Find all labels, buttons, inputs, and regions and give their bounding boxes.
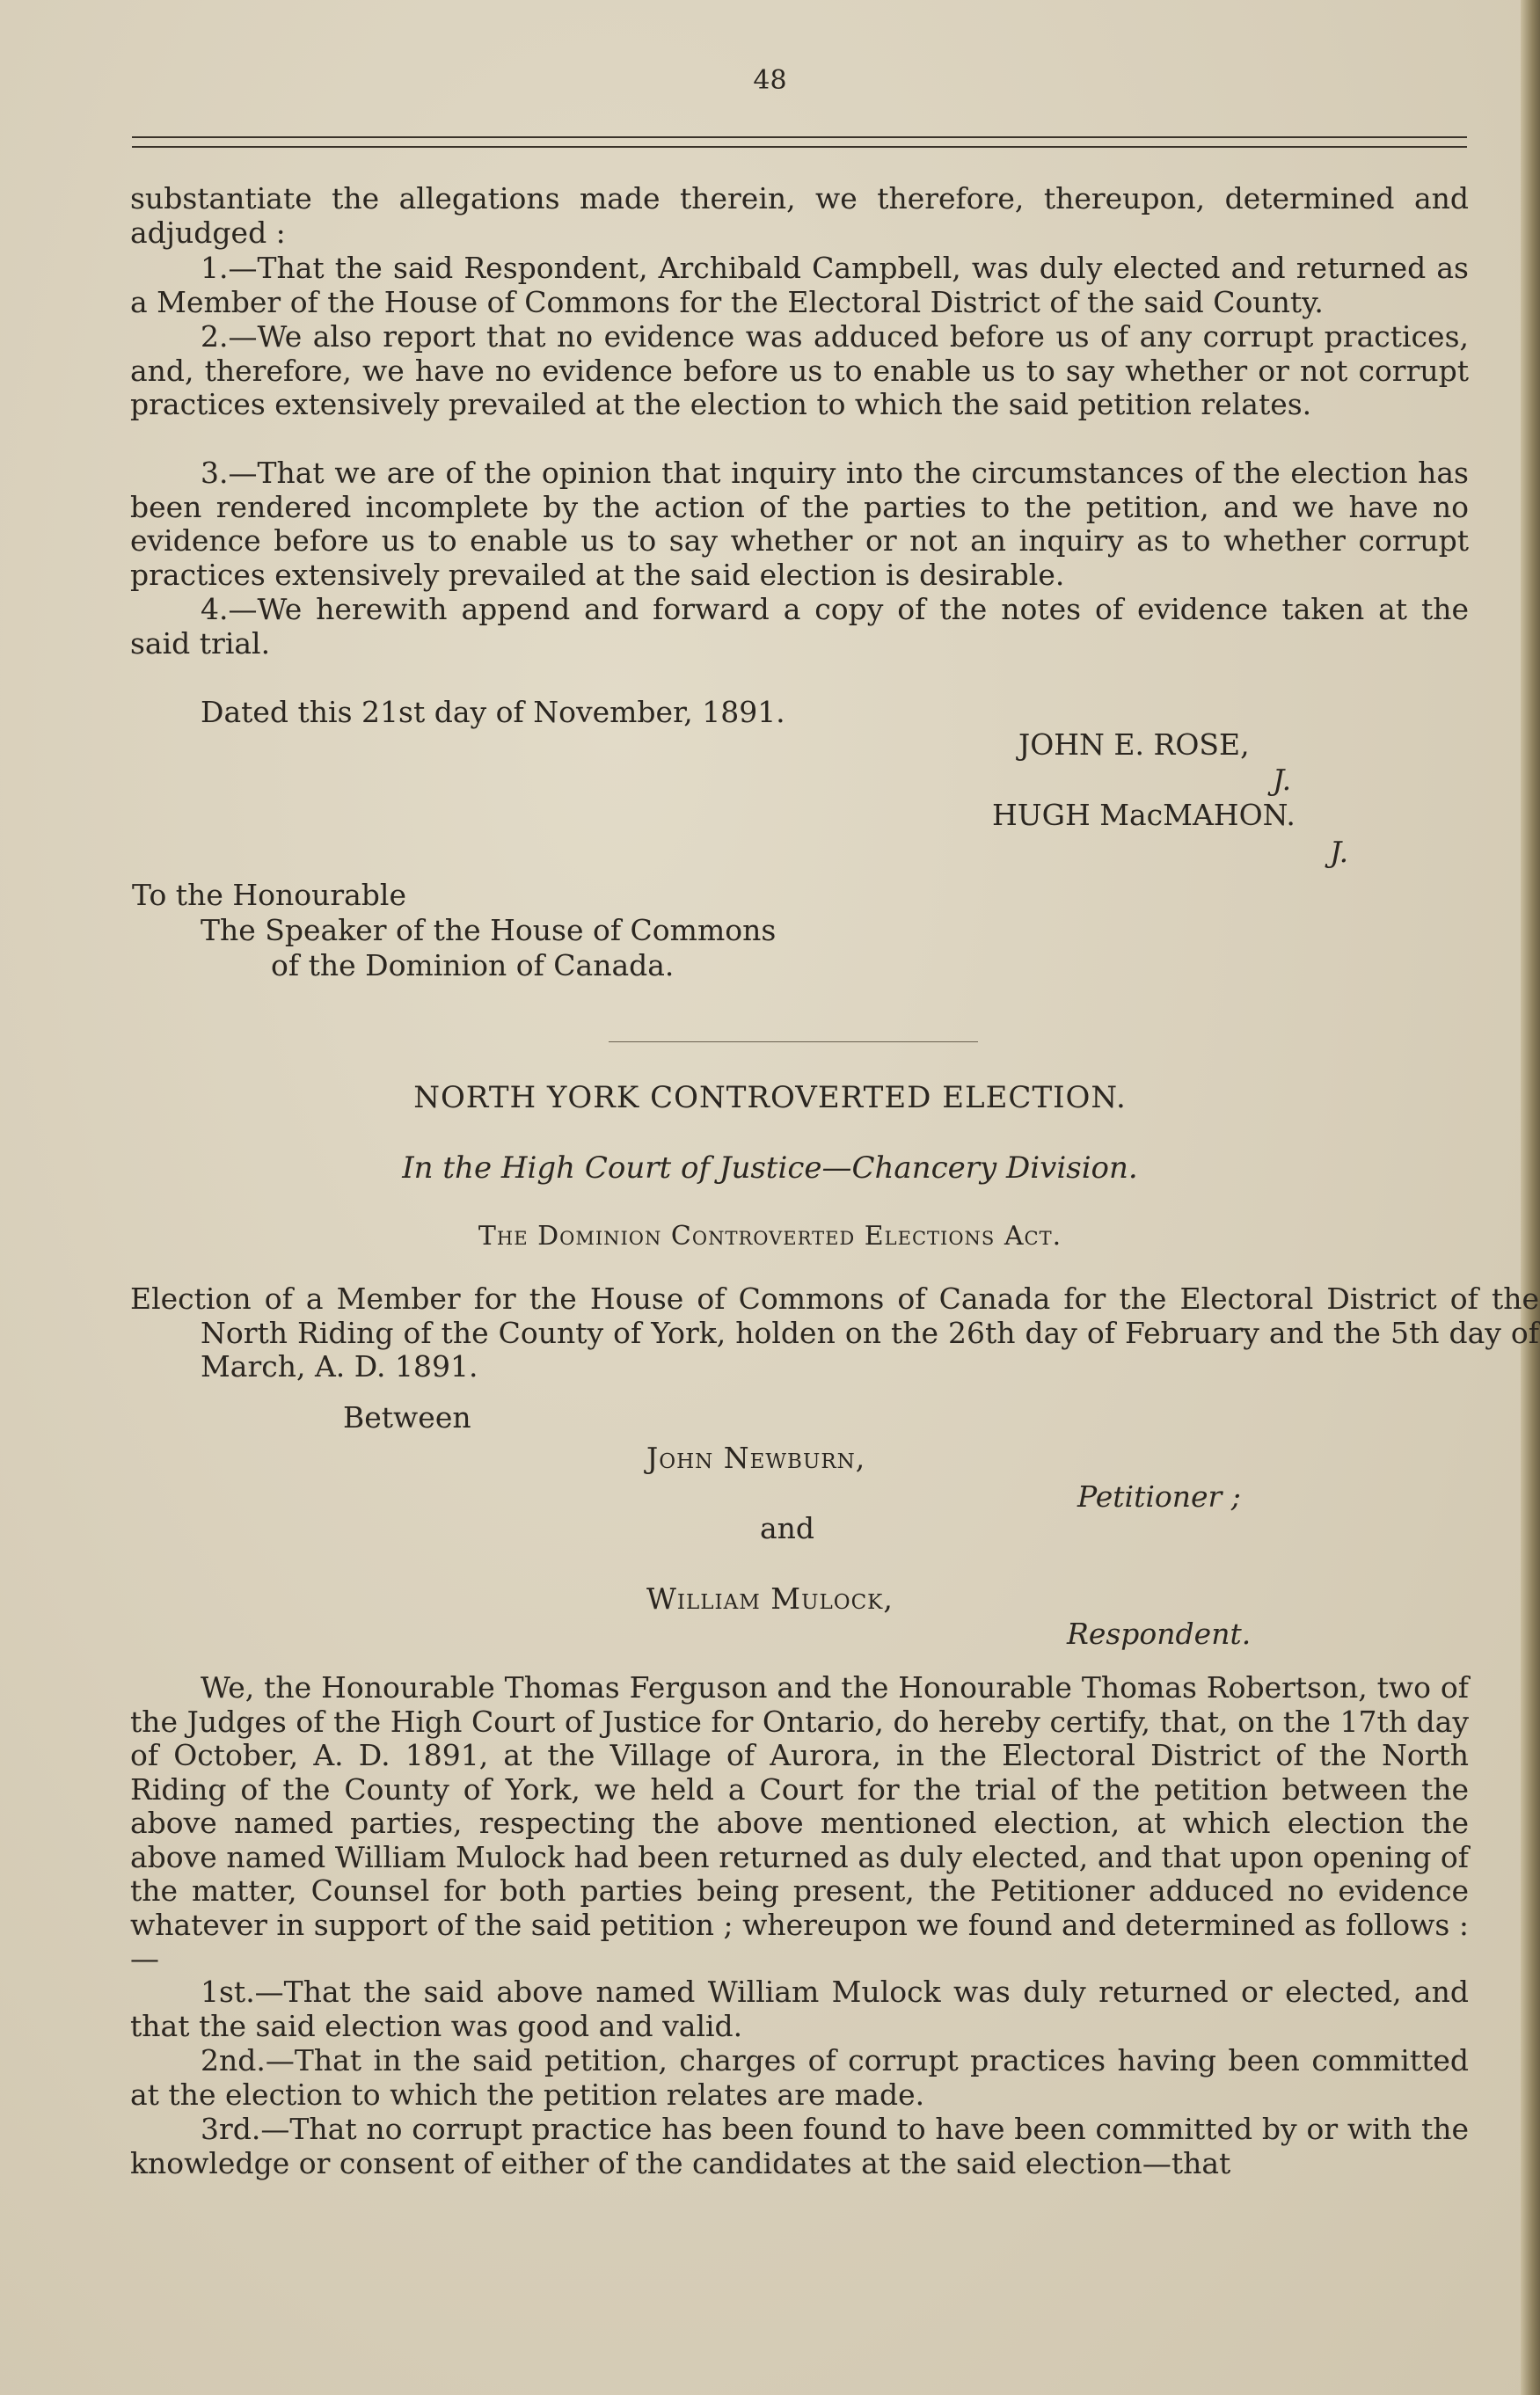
header-rule-top: [132, 136, 1467, 138]
petitioner-role: Petitioner ;: [1077, 1479, 1241, 1514]
paragraph-finding-2: 2.—We also report that no evidence was adduced before us of any corrupt practices, and, therefore, we have no evidence before us to enable us to say whether or not corrupt practices extensively prevailed at the election to which the said petition relates.: [130, 319, 1469, 421]
section-title: NORTH YORK CONTROVERTED ELECTION.: [413, 1080, 1127, 1115]
paragraph-finding-3: 3.—That we are of the opinion that inquiry into the circumstances of the election has been rendered incomplete by the action of the parties to the petition, and we have no evidence before us to enable us to say whether or not an inquiry as to whether corrupt practices extensively prevailed at the said election is desirable.: [130, 456, 1469, 592]
addressee-line-1: To the Honourable: [132, 878, 407, 912]
certification-paragraph: We, the Honourable Thomas Ferguson and the Honourable Thomas Robertson, two of the Judges of the High Court of Justice for Ontario, do hereby certify, that, on the 17th day of October, A. D. 1891, at the Village of Aurora, in the Electoral District of the North Riding of the County of York, we held a Court for the trial of the petition between the above named parties, respecting the above mentioned election, at which election the above named William Mulock had been returned as duly elected, and that upon opening of the matter, Counsel for both parties being present, the Petitioner adduced no evidence whatever in support of the said petition ; whereupon we found and determined as follows :—: [130, 1670, 1469, 1975]
petitioner-name: John Newburn,: [646, 1441, 866, 1475]
signature-rose-name: JOHN E. ROSE,: [1018, 727, 1250, 762]
addressee-line-3: of the Dominion of Canada.: [271, 948, 675, 982]
respondent-name: William Mulock,: [646, 1581, 894, 1616]
respondent-role: Respondent.: [1067, 1617, 1252, 1651]
signature-rose-title: J.: [1273, 763, 1292, 797]
finding-2nd: 2nd.—That in the said petition, charges of corrupt practices having been committed at the election to which the petition relates are made.: [130, 2043, 1469, 2112]
section-separator: [609, 1041, 978, 1042]
finding-3rd: 3rd.—That no corrupt practice has been found to have been committed by or with the knowledge or consent of either of the candidates at the said election—that: [130, 2112, 1469, 2180]
signature-macmahon-name: HUGH MacMAHON.: [992, 798, 1295, 832]
between-label: Between: [343, 1400, 471, 1435]
dated-line: Dated this 21st day of November, 1891.: [201, 695, 785, 729]
addressee-line-2: The Speaker of the House of Commons: [201, 913, 777, 947]
paragraph-finding-4: 4.—We herewith append and forward a copy of the notes of evidence taken at the said trial.: [130, 592, 1469, 661]
header-rule-bottom: [132, 146, 1467, 148]
act-heading: The Dominion Controverted Elections Act.: [478, 1221, 1062, 1252]
paragraph-intro: substantiate the allegations made therein, we therefore, thereupon, determined and adjudged :: [130, 181, 1469, 250]
paragraph-finding-1: 1.—That the said Respondent, Archibald Campbell, was duly elected and returned as a Member of the House of Commons for the Electoral District of the said County.: [130, 251, 1469, 319]
page-number: 48: [753, 65, 787, 96]
court-heading: In the High Court of Justice—Chancery Division.: [402, 1150, 1138, 1186]
election-description: Election of a Member for the House of Commons of Canada for the Electoral District of the North Riding of the County of York, holden on the 26th day of February and the 5th day of March, A. D. 1891.: [130, 1281, 1539, 1384]
and-label: and: [760, 1511, 815, 1545]
signature-macmahon-title: J.: [1330, 835, 1349, 869]
finding-1st: 1st.—That the said above named William Mulock was duly returned or elected, and that the said election was good and valid.: [130, 1975, 1469, 2043]
